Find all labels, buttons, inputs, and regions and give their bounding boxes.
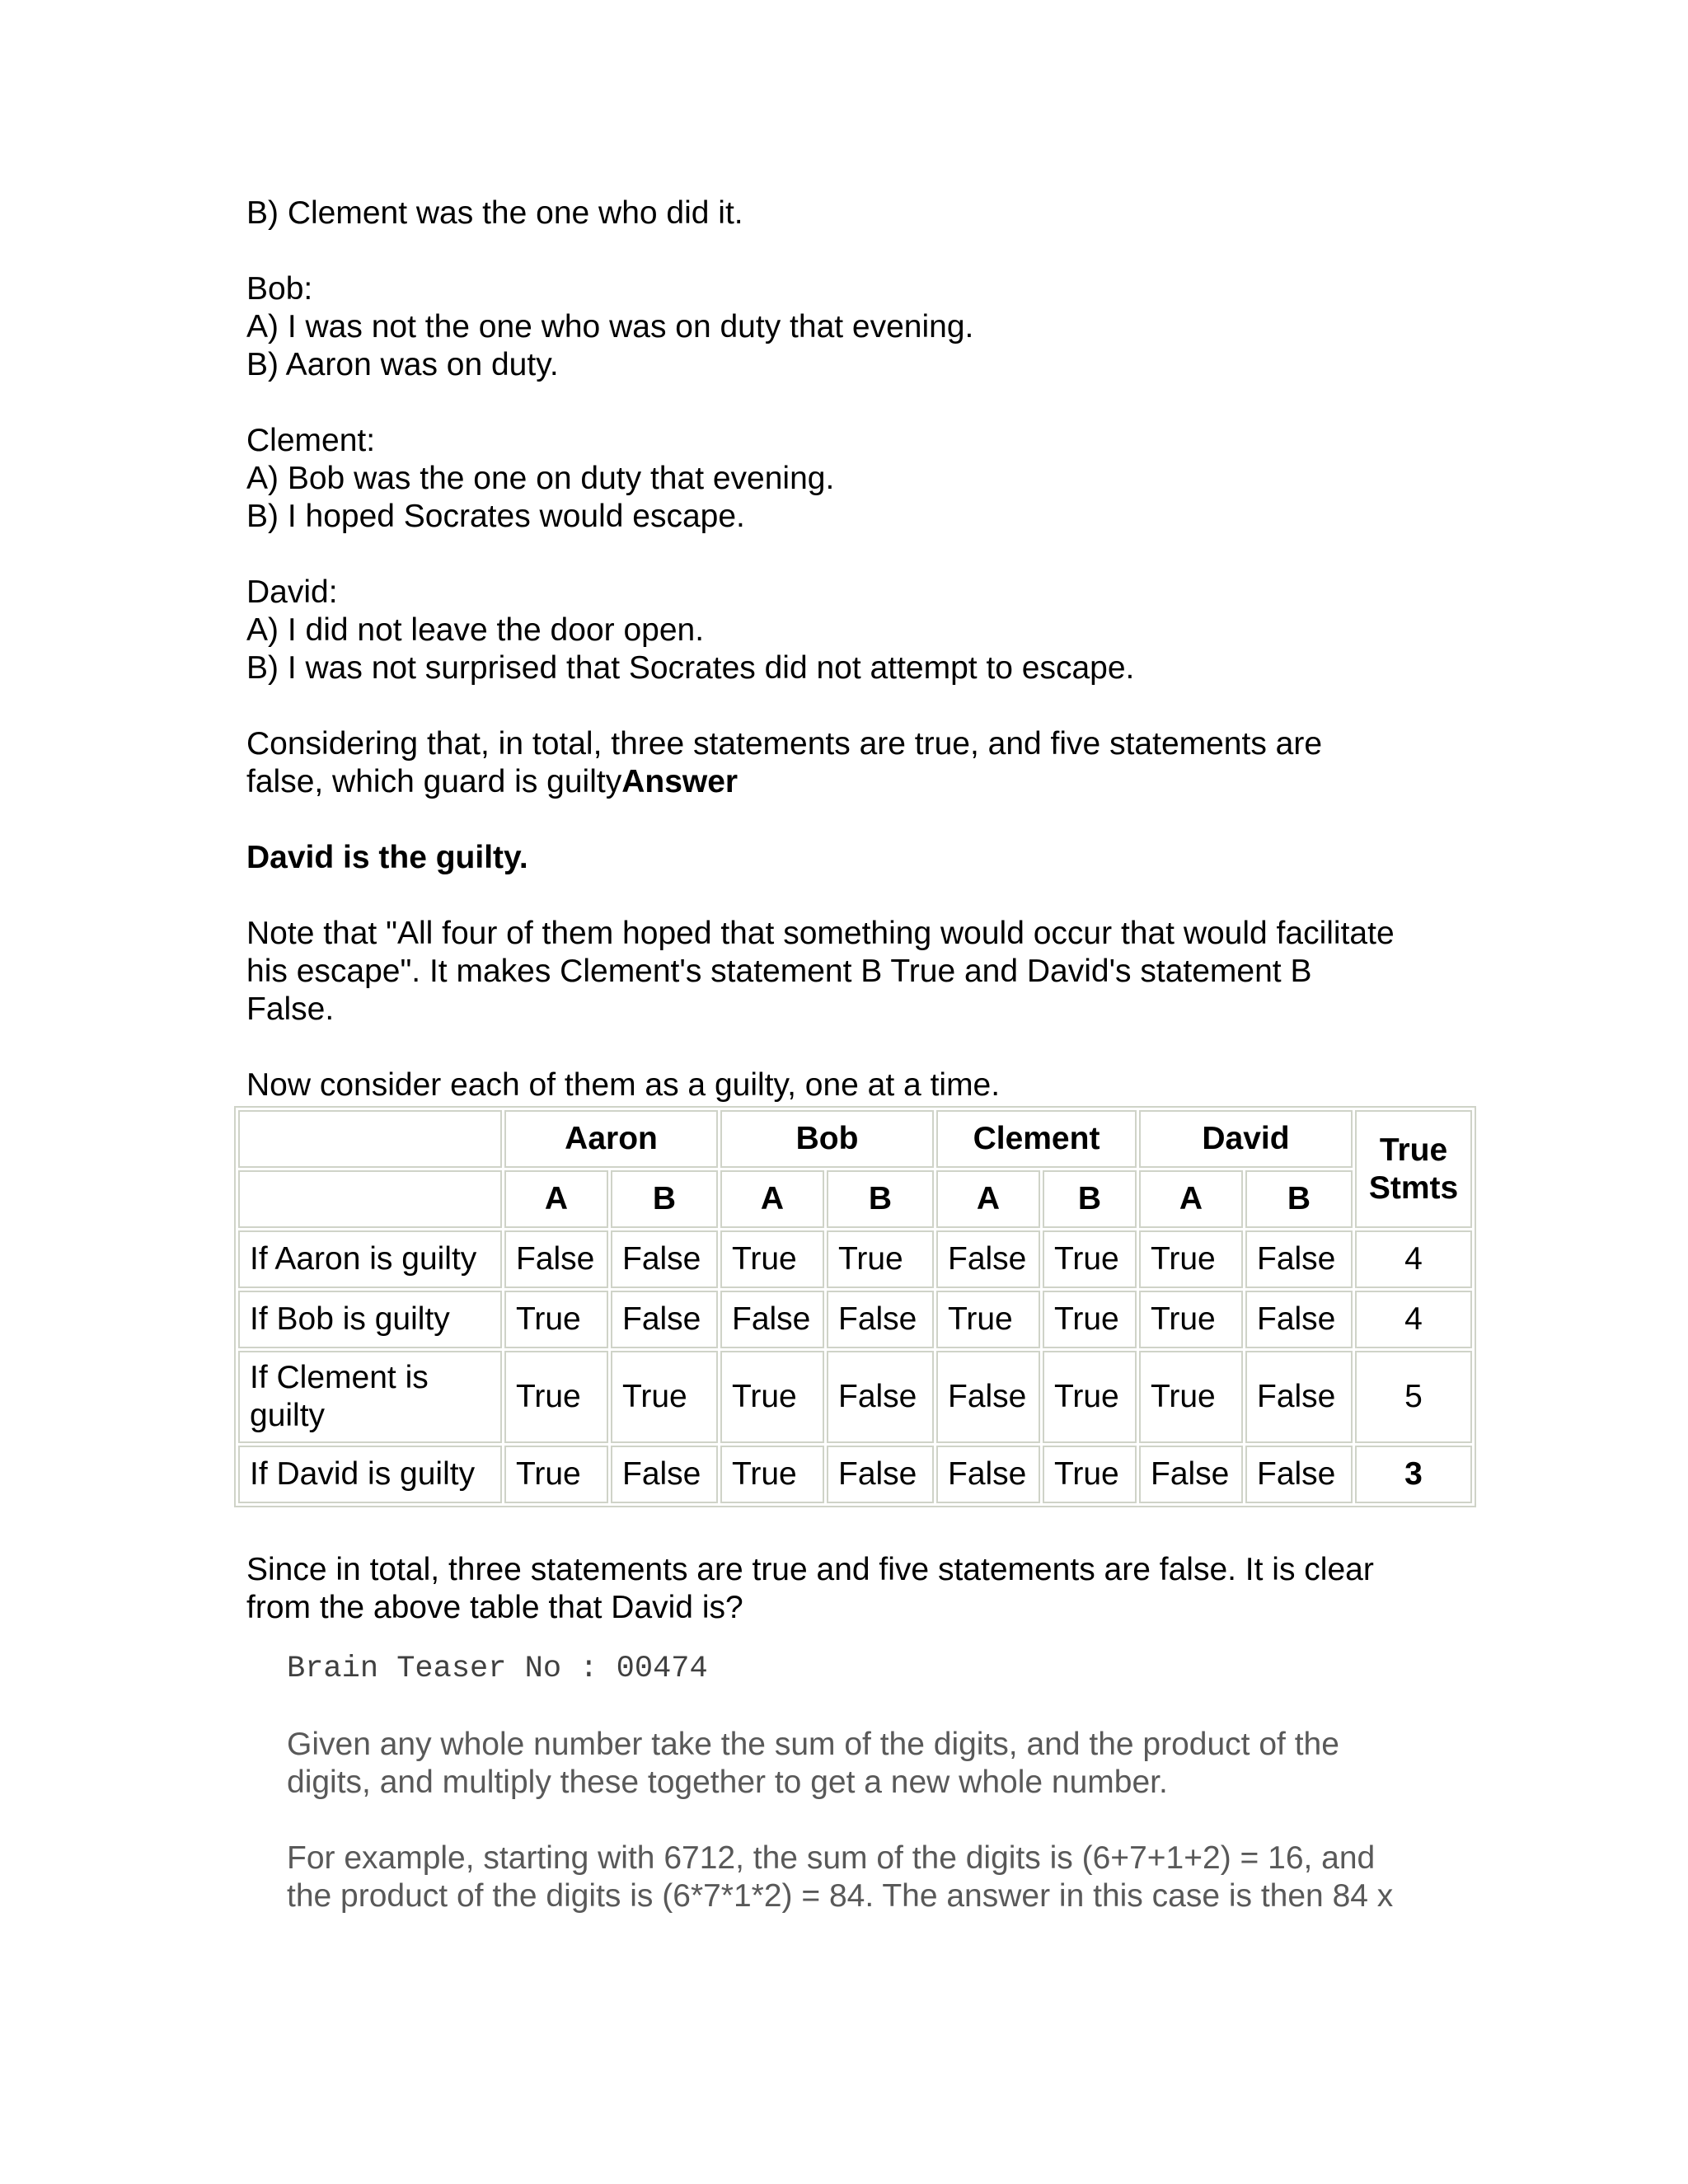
table-cell: False: [827, 1291, 934, 1348]
header-true-stmts: [1355, 1110, 1472, 1228]
text-line: B) I was not surprised that Socrates did not attempt to escape.: [246, 650, 1135, 686]
text-line: For example, starting with 6712, the sum of the digits is (6+7+1+2) = 16, and: [287, 1840, 1376, 1876]
table-cell: True: [720, 1446, 824, 1503]
table-cell: False: [1245, 1446, 1353, 1503]
table-cell: False: [936, 1351, 1040, 1443]
answer-text: David is the guilty.: [246, 840, 528, 875]
question-text: false, which guard is guilty: [246, 764, 622, 799]
teaser-example: [287, 1840, 1457, 1915]
header-clement: Clement: [936, 1110, 1137, 1168]
intro-paragraph: [246, 194, 1458, 232]
table-cell: True: [1043, 1446, 1137, 1503]
text-line: B) I hoped Socrates would escape.: [246, 499, 745, 534]
question-paragraph: [246, 725, 1458, 801]
table-cell: True: [1139, 1230, 1243, 1288]
true-count: 4: [1355, 1291, 1472, 1348]
text-line: B) Aaron was on duty.: [246, 347, 559, 382]
table-cell: True: [1043, 1291, 1137, 1348]
subheader-cell: B: [1043, 1170, 1137, 1228]
table-row: [238, 1446, 1472, 1503]
text-line: from the above table that David is?: [246, 1590, 743, 1625]
table-cell: False: [1139, 1446, 1243, 1503]
subheader-cell: A: [1139, 1170, 1243, 1228]
text-line: A) I did not leave the door open.: [246, 612, 705, 648]
row-label: If Aaron is guilty: [238, 1230, 502, 1288]
text-line: Since in total, three statements are true and five statements are false. It is clear: [246, 1552, 1374, 1587]
table-cell: True: [720, 1230, 824, 1288]
table-subheader-row: [238, 1170, 1472, 1228]
subheader-cell: B: [1245, 1170, 1353, 1228]
table-cell: False: [1245, 1351, 1353, 1443]
text-line: [246, 763, 1458, 801]
brain-teaser: [287, 1650, 1457, 1915]
clement-statements: [246, 422, 1458, 536]
text-line: Considering that, in total, three statements are true, and five statements are: [246, 726, 1323, 762]
note-paragraph: [246, 915, 1458, 1029]
true-count: 5: [1355, 1351, 1472, 1443]
header-text: Stmts: [1368, 1169, 1459, 1206]
subheader-cell: A: [504, 1170, 608, 1228]
text-line: his escape". It makes Clement's statement B True and David's statement B: [246, 954, 1312, 989]
header-david: David: [1139, 1110, 1353, 1168]
document-body: [246, 194, 1458, 1104]
row-label: If David is guilty: [238, 1446, 502, 1503]
table-cell: True: [504, 1351, 608, 1443]
david-statements: [246, 574, 1458, 687]
table-cell: False: [720, 1291, 824, 1348]
teaser-number: Brain Teaser No : 00474: [287, 1652, 708, 1686]
table-cell: False: [1245, 1230, 1353, 1288]
table-row: [238, 1230, 1472, 1288]
answer-label: Answer: [621, 764, 738, 799]
text-line: Bob:: [246, 271, 313, 307]
table-cell: False: [611, 1446, 718, 1503]
text-line: A) I was not the one who was on duty that evening.: [246, 309, 974, 344]
truth-table: [234, 1106, 1476, 1507]
table-cell: True: [504, 1446, 608, 1503]
table-cell: True: [611, 1351, 718, 1443]
text-line: digits, and multiply these together to get a new whole number.: [287, 1765, 1168, 1800]
text-line: Given any whole number take the sum of the digits, and the product of the: [287, 1727, 1339, 1762]
row-label-line: guilty: [250, 1398, 326, 1433]
header-aaron: Aaron: [504, 1110, 718, 1168]
row-label: If Bob is guilty: [238, 1291, 502, 1348]
table-cell: True: [1139, 1351, 1243, 1443]
header-text: True: [1379, 1132, 1448, 1168]
subheader-cell: B: [611, 1170, 718, 1228]
text-line: David:: [246, 574, 338, 610]
header-bob: Bob: [720, 1110, 934, 1168]
subheader-cell: A: [936, 1170, 1040, 1228]
consider-text: Now consider each of them as a guilty, one at a time.: [246, 1067, 1001, 1103]
table-row: [238, 1291, 1472, 1348]
teaser-paragraph: [287, 1726, 1457, 1802]
row-label: [238, 1351, 502, 1443]
table-cell: True: [1043, 1230, 1137, 1288]
table-empty-cell: [238, 1170, 502, 1228]
table-cell: True: [1139, 1291, 1243, 1348]
table-cell: False: [936, 1446, 1040, 1503]
table-cell: False: [936, 1230, 1040, 1288]
text-line: B) Clement was the one who did it.: [246, 195, 743, 231]
text-line: Note that "All four of them hoped that something would occur that would facilitate: [246, 916, 1395, 951]
row-label-line: If Clement is: [250, 1360, 429, 1395]
table-corner-cell: [238, 1110, 502, 1168]
table-cell: False: [611, 1230, 718, 1288]
table-cell: True: [1043, 1351, 1137, 1443]
table-cell: True: [827, 1230, 934, 1288]
text-line: False.: [246, 991, 335, 1027]
table-header-row: [238, 1110, 1472, 1168]
true-count: 3: [1355, 1446, 1472, 1503]
table-cell: True: [936, 1291, 1040, 1348]
conclusion-paragraph: [246, 1551, 1458, 1627]
text-line: Clement:: [246, 423, 376, 458]
bob-statements: [246, 270, 1458, 384]
table-cell: True: [720, 1351, 824, 1443]
table-row: [238, 1351, 1472, 1443]
table-cell: False: [827, 1351, 934, 1443]
text-line: A) Bob was the one on duty that evening.: [246, 461, 835, 496]
table-cell: False: [827, 1446, 934, 1503]
subheader-cell: B: [827, 1170, 934, 1228]
table-cell: False: [504, 1230, 608, 1288]
table-cell: True: [504, 1291, 608, 1348]
subheader-cell: A: [720, 1170, 824, 1228]
true-count: 4: [1355, 1230, 1472, 1288]
text-line: the product of the digits is (6*7*1*2) = 84. The answer in this case is then 84 x: [287, 1878, 1394, 1914]
table-cell: False: [611, 1291, 718, 1348]
table-cell: False: [1245, 1291, 1353, 1348]
